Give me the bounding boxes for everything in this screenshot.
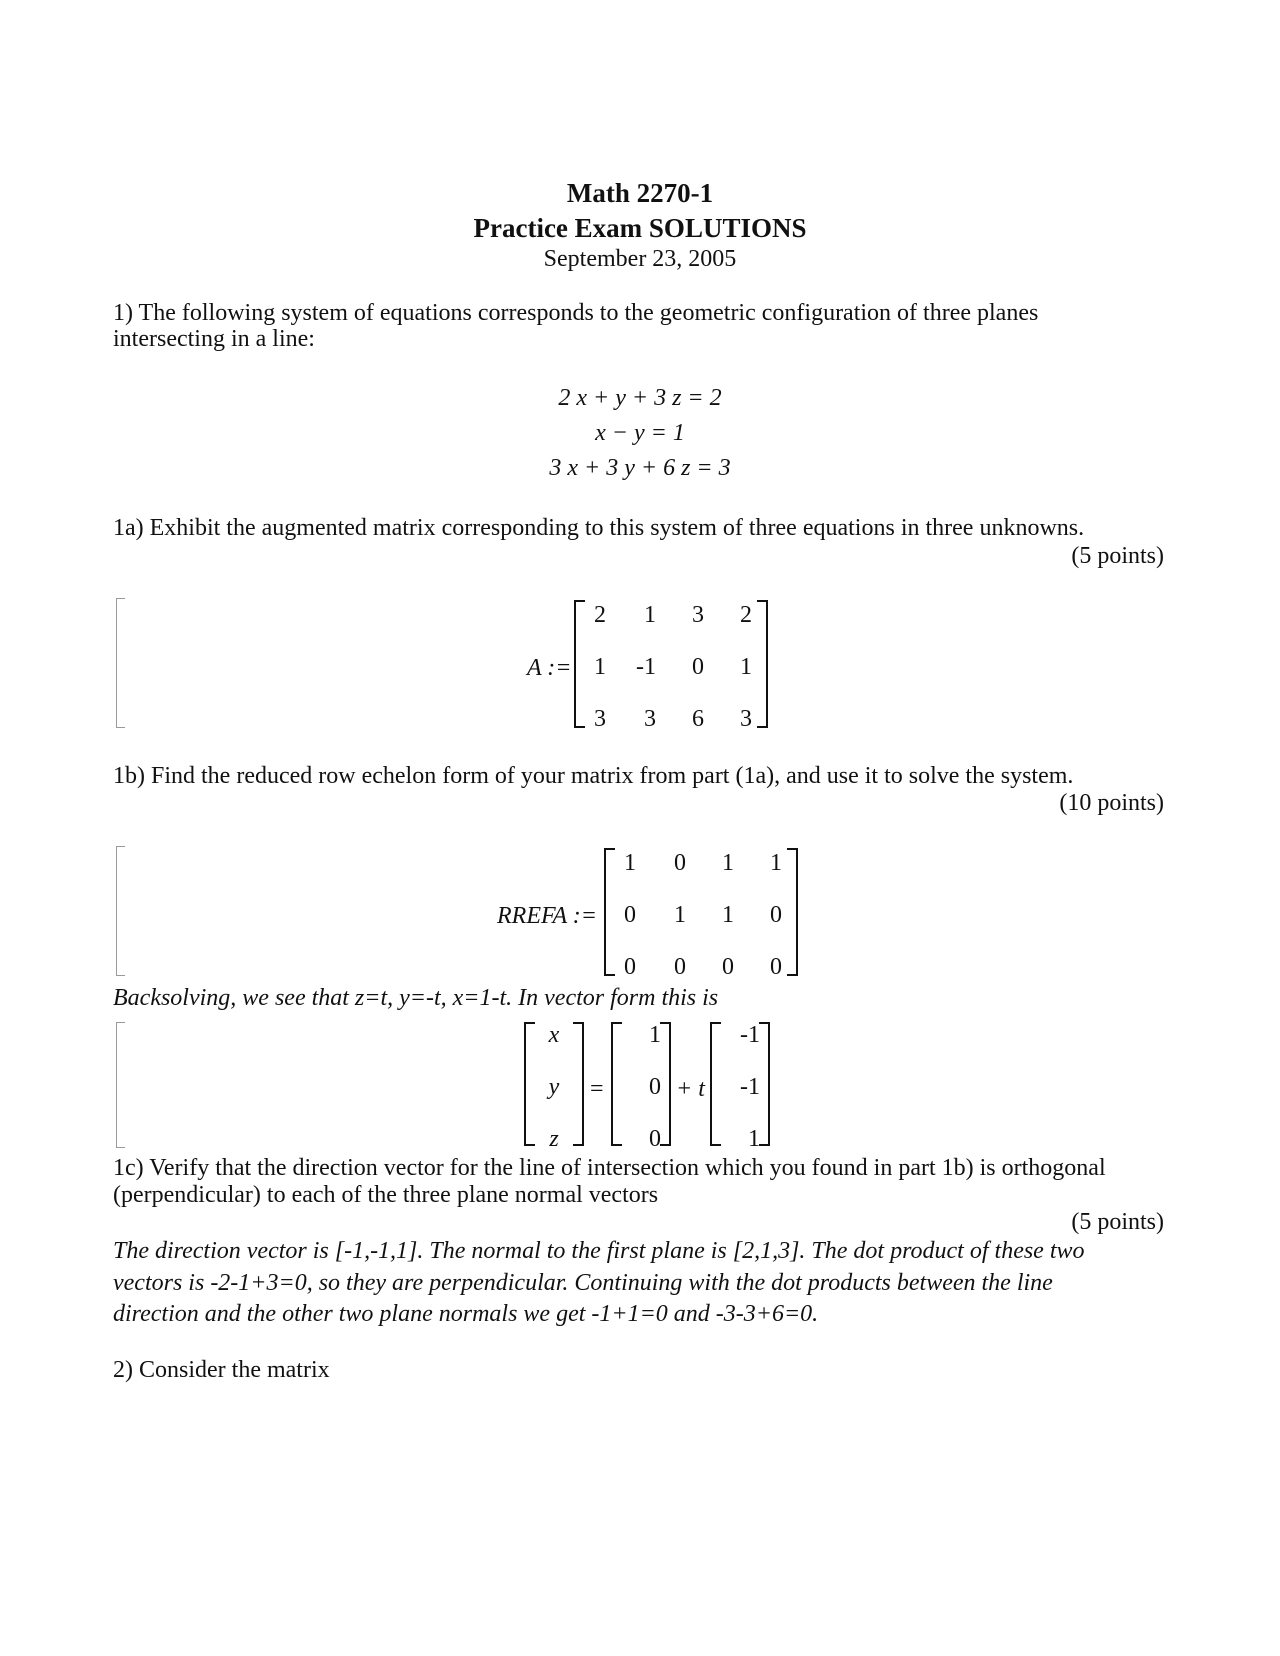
problem1-intro-line1: 1) The following system of equations corresponds to the geometric configuration of three planes (113, 300, 1039, 326)
vector-xyz-entry: x (548, 1022, 560, 1048)
matrix-rref (604, 848, 798, 980)
matrix-a-cell: -1 (636, 654, 656, 680)
matrix-a-cell: 0 (692, 654, 704, 680)
matrix-a-cell: 2 (740, 602, 752, 628)
vector-direction (710, 1022, 770, 1152)
exam-date: September 23, 2005 (543, 246, 737, 272)
matrix-a (574, 600, 768, 732)
exam-title: Practice Exam SOLUTIONS (473, 213, 807, 243)
equals-sign: = (590, 1076, 604, 1102)
matrix-rref-cell: 1 (674, 902, 686, 928)
plus-t: + t (676, 1076, 705, 1102)
matrix-rref-cell: 0 (770, 902, 782, 928)
question-1c-line2: (perpendicular) to each of the three plane normal vectors (113, 1182, 659, 1208)
vector-direction-entry: 1 (748, 1126, 760, 1152)
answer-1c-line2: vectors is -2-1+3=0, so they are perpendicular. Continuing with the dot products between the line (113, 1270, 1053, 1296)
matrix-rref-cell: 0 (770, 954, 782, 980)
matrix-a-cell: 2 (594, 602, 606, 628)
question-1a: 1a) Exhibit the augmented matrix corresponding to this system of three equations in three unknowns. (113, 515, 1085, 541)
matrix-rref-cell: 1 (722, 850, 734, 876)
matrix-rref-cell: 0 (722, 954, 734, 980)
vector-direction-entry: -1 (740, 1074, 760, 1100)
matrix-a-cell: 1 (740, 654, 752, 680)
matrix-rref-cell: 1 (722, 902, 734, 928)
matrix-a-cell: 3 (740, 706, 752, 732)
vector-xyz-entry: z (549, 1126, 559, 1152)
equation-2: x − y = 1 (595, 420, 685, 446)
worksheet-bracket (116, 1022, 125, 1148)
vector-particular-entry: 0 (649, 1126, 661, 1152)
matrix-rref-cell: 0 (624, 954, 636, 980)
matrix-rref-label: RREFA := (497, 903, 597, 929)
question-1c-line1: 1c) Verify that the direction vector for the line of intersection which you found in part 1b) is orthogonal (113, 1155, 1106, 1181)
answer-1c-line3: direction and the other two plane normals we get -1+1=0 and -3-3+6=0. (113, 1301, 819, 1327)
matrix-a-cell: 3 (692, 602, 704, 628)
course-title: Math 2270-1 (566, 178, 714, 208)
matrix-rref-cell: 0 (674, 954, 686, 980)
answer-1c-line1: The direction vector is [-1,-1,1]. The normal to the first plane is [2,1,3]. The dot product of these two (113, 1238, 1085, 1264)
points-1a: (5 points) (1071, 543, 1164, 569)
backsolve-text: Backsolving, we see that z=t, y=-t, x=1-t. In vector form this is (113, 985, 719, 1011)
worksheet-bracket (116, 846, 125, 976)
problem2-intro: 2) Consider the matrix (113, 1357, 330, 1383)
matrix-rref-cell: 1 (770, 850, 782, 876)
matrix-a-cell: 3 (644, 706, 656, 732)
matrix-rref-cell: 1 (624, 850, 636, 876)
vector-particular (611, 1022, 671, 1152)
equation-1: 2 x + y + 3 z = 2 (558, 385, 722, 411)
matrix-a-cell: 6 (692, 706, 704, 732)
matrix-a-label: A := (527, 655, 572, 681)
problem1-intro-line2: intersecting in a line: (113, 326, 315, 352)
matrix-a-cell: 1 (644, 602, 656, 628)
matrix-a-cell: 1 (594, 654, 606, 680)
equation-3: 3 x + 3 y + 6 z = 3 (549, 455, 731, 481)
points-1c: (5 points) (1071, 1209, 1164, 1235)
vector-xyz-entry: y (548, 1074, 560, 1100)
matrix-rref-cell: 0 (674, 850, 686, 876)
worksheet-bracket (116, 598, 125, 728)
points-1b: (10 points) (1059, 790, 1164, 816)
matrix-a-cell: 3 (594, 706, 606, 732)
question-1b: 1b) Find the reduced row echelon form of your matrix from part (1a), and use it to solve the system. (113, 763, 1074, 789)
matrix-rref-cell: 0 (624, 902, 636, 928)
vector-particular-entry: 1 (649, 1022, 661, 1048)
vector-xyz (524, 1022, 584, 1152)
vector-particular-entry: 0 (649, 1074, 661, 1100)
vector-direction-entry: -1 (740, 1022, 760, 1048)
